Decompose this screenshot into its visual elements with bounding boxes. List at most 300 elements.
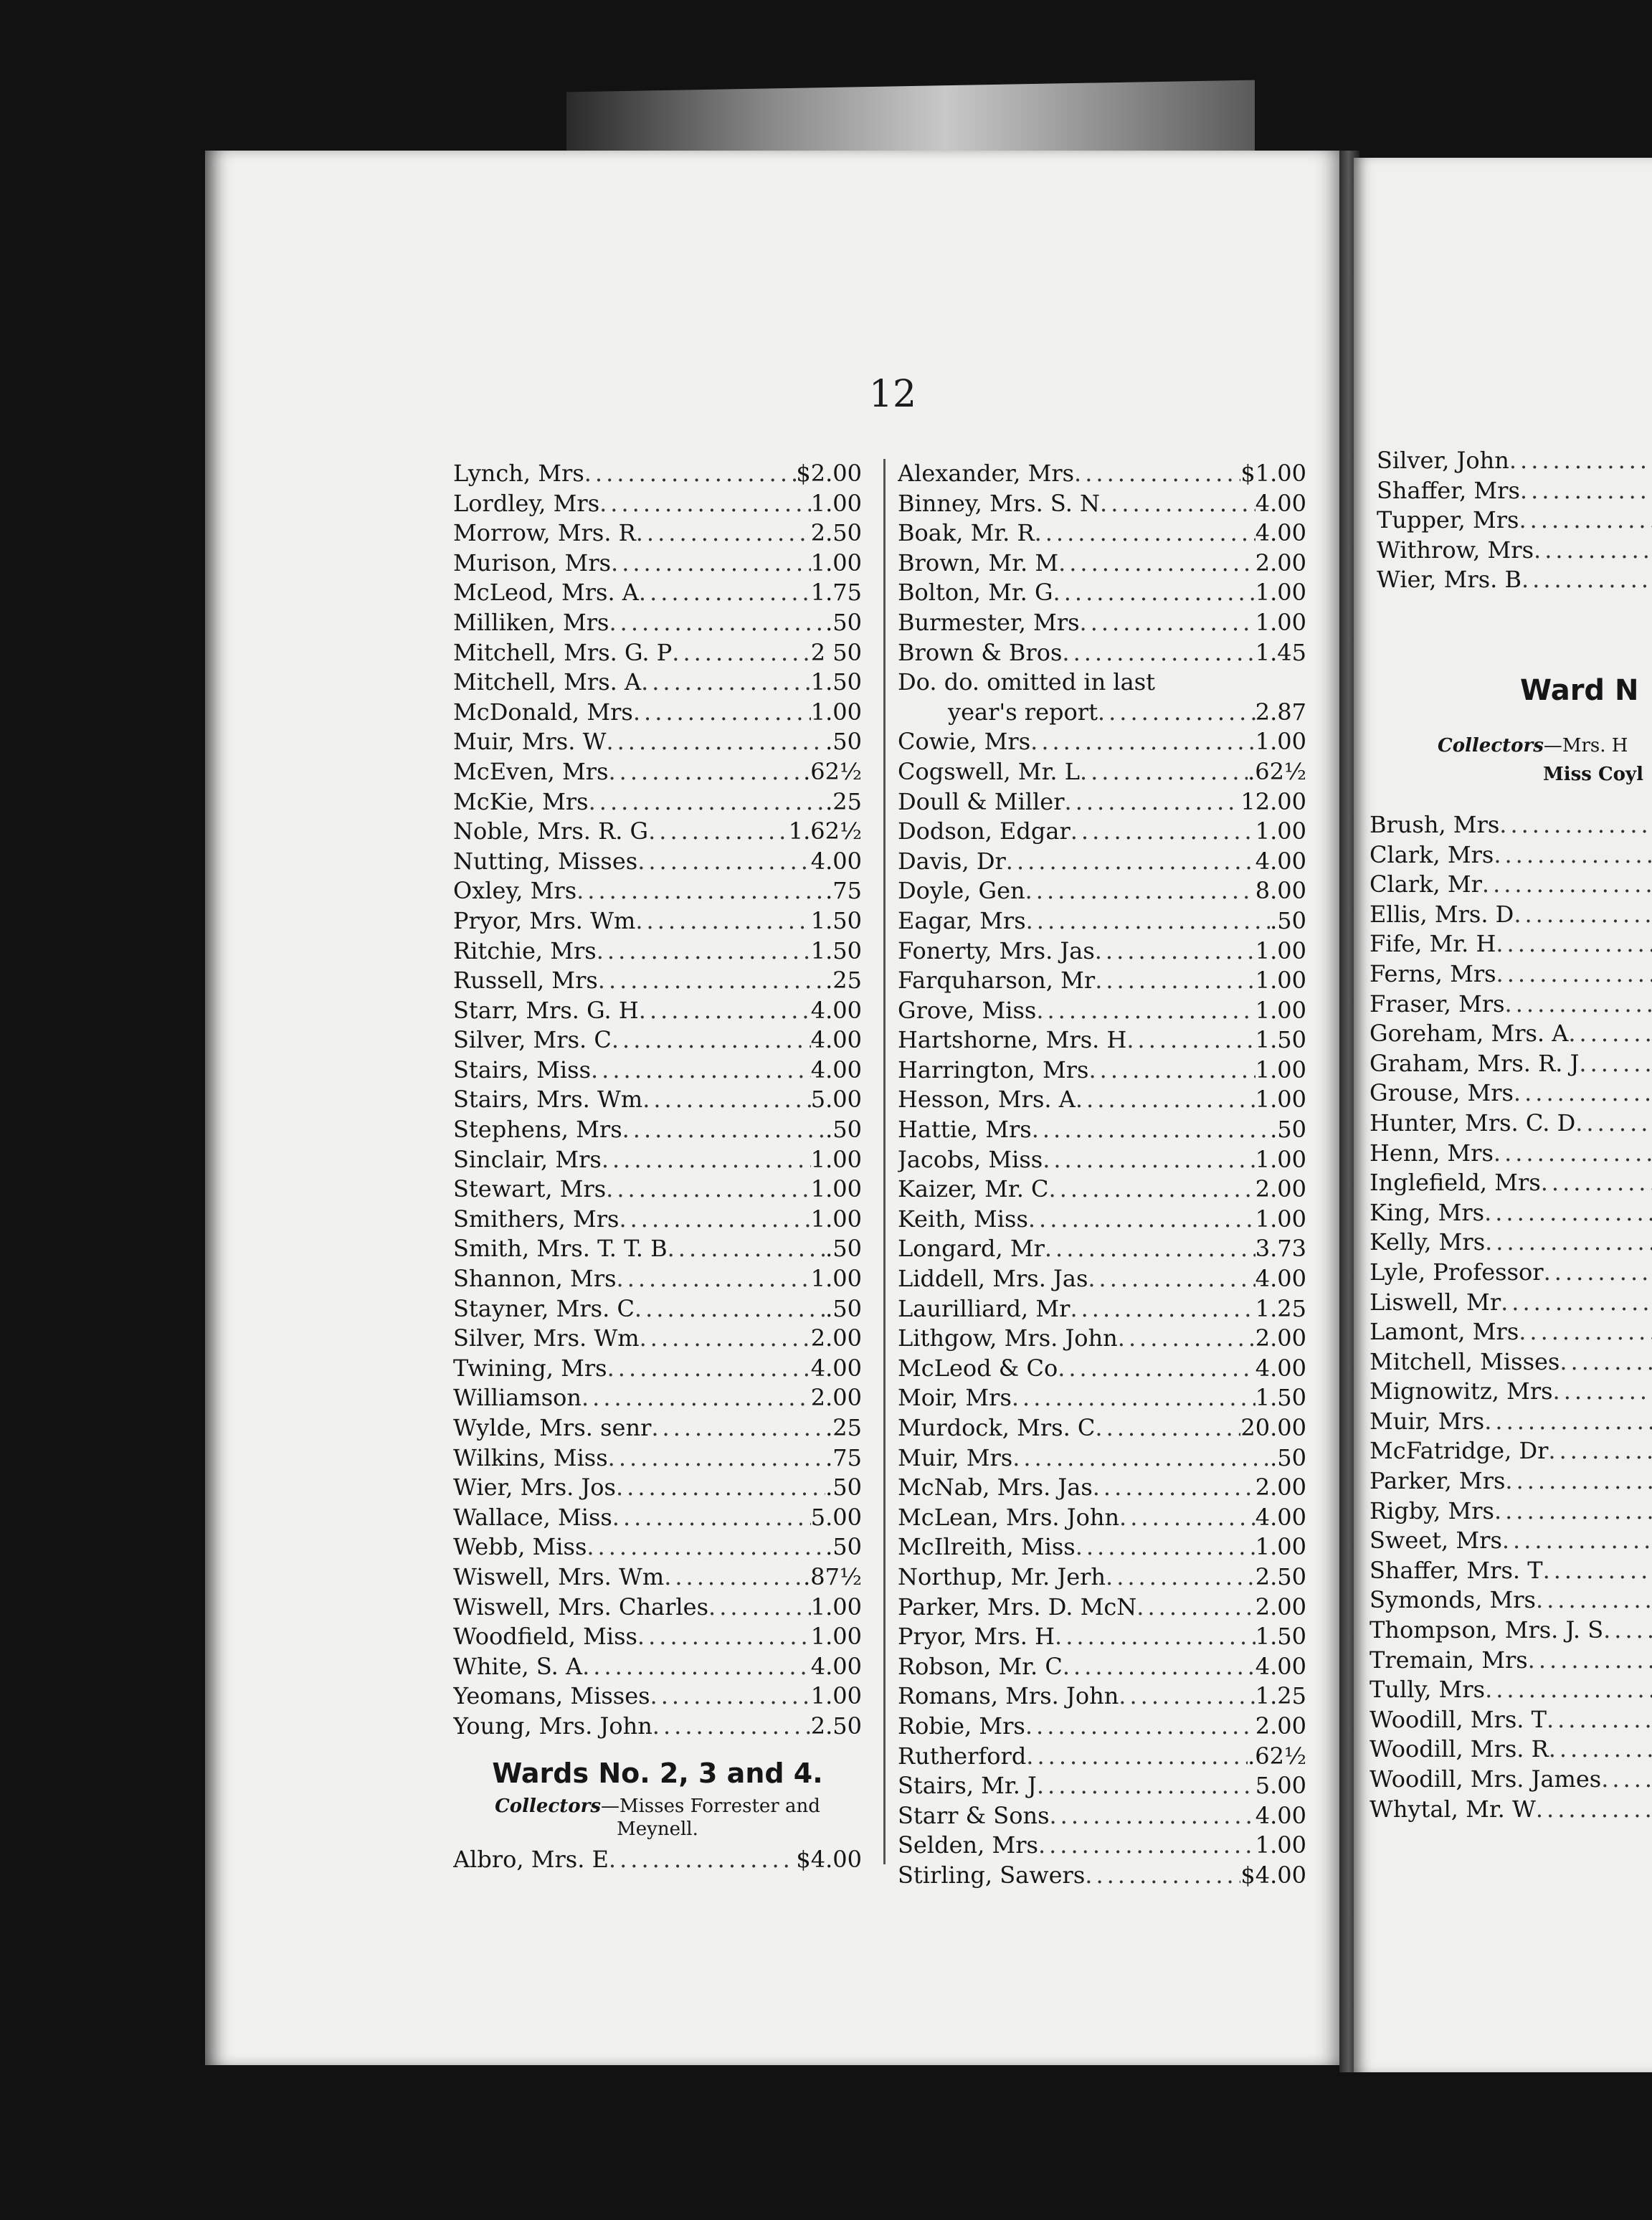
leader-dots <box>1080 608 1255 638</box>
donor-name: Brush, Mrs <box>1369 811 1500 838</box>
donor-row <box>453 847 862 877</box>
donor-amount: 1.00 <box>810 698 862 726</box>
donor-name: Lyle, Professor <box>1369 1258 1544 1286</box>
donor-amount: 2.87 <box>1255 698 1306 726</box>
leader-dots <box>1071 817 1255 847</box>
donor-amount: .87½ <box>803 1562 862 1590</box>
donor-amount: 1.00 <box>810 1682 862 1710</box>
leader-dots <box>607 1354 811 1384</box>
leader-dots <box>1076 1085 1255 1115</box>
donor-amount: 4.00 <box>1255 847 1306 875</box>
donor-name: Tremain, Mrs <box>1369 1646 1528 1674</box>
leader-dots <box>1494 840 1652 871</box>
donor-amount: 1.50 <box>1255 1623 1306 1651</box>
leader-dots <box>1006 847 1255 877</box>
donor-amount: 1.00 <box>810 1265 862 1293</box>
donor-amount: 2.00 <box>810 1324 862 1352</box>
donor-amount: 4.00 <box>1255 1354 1306 1382</box>
donor-row <box>1369 1228 1652 1258</box>
leader-dots <box>1055 1622 1255 1652</box>
leader-dots <box>1494 1139 1652 1169</box>
donor-amount: 2 50 <box>810 638 862 666</box>
leader-dots <box>1494 1496 1652 1527</box>
donor-amount: 1.00 <box>1255 936 1306 964</box>
leader-dots <box>1050 1801 1255 1831</box>
donor-amount: 1.00 <box>1255 728 1306 756</box>
donor-amount: .25 <box>825 787 862 815</box>
donor-row <box>453 489 862 519</box>
donor-row <box>453 1264 862 1294</box>
donor-name: Kelly, Mrs <box>1369 1228 1486 1256</box>
donor-amount: .75 <box>825 1443 862 1471</box>
donor-amount: 5.00 <box>810 1503 862 1531</box>
donor-amount: 2.00 <box>1255 1593 1306 1621</box>
leader-dots <box>1136 1593 1255 1623</box>
leader-dots <box>591 1056 811 1086</box>
donor-name: Woodill, Mrs. T <box>1369 1705 1547 1733</box>
donor-row <box>1369 1795 1652 1825</box>
leader-dots <box>1536 1585 1652 1616</box>
donor-row <box>898 876 1306 906</box>
collectors-label: Collectors <box>495 1795 601 1817</box>
donor-row <box>453 1025 862 1056</box>
donor-name: Boak, Mr. R <box>898 519 1035 547</box>
donor-amount: 1.50 <box>1255 1026 1306 1054</box>
leader-dots <box>641 668 811 698</box>
donor-name: Starr & Sons <box>898 1801 1050 1829</box>
donor-row <box>1369 840 1652 871</box>
donor-amount: .50 <box>825 1235 862 1263</box>
donor-row <box>453 1294 862 1324</box>
donor-amount: 4.00 <box>810 847 862 875</box>
donor-name: Rigby, Mrs <box>1369 1496 1494 1524</box>
donor-amount: 1.00 <box>1255 608 1306 636</box>
donor-name: Brown & Bros <box>898 638 1063 666</box>
leader-dots <box>648 817 789 847</box>
donor-amount: 1.50 <box>810 668 862 696</box>
donor-amount: 4.00 <box>1255 519 1306 547</box>
donor-row <box>453 817 862 847</box>
donor-row <box>898 1175 1306 1205</box>
donor-row <box>898 549 1306 579</box>
donor-name: Yeomans, Misses <box>453 1682 650 1710</box>
leader-dots <box>584 459 797 489</box>
donor-name: Mitchell, Mrs. A <box>453 668 642 696</box>
donor-row <box>898 1115 1306 1145</box>
donor-amount: 1.00 <box>1255 1205 1306 1233</box>
donor-name: Sweet, Mrs <box>1369 1527 1502 1555</box>
donor-name: Davis, Dr <box>898 847 1006 875</box>
donor-name: Bolton, Mr. G <box>898 579 1053 607</box>
donor-name: Doull & Miller <box>898 787 1065 815</box>
leader-dots <box>1519 506 1652 536</box>
donor-amount: 4.00 <box>810 1354 862 1382</box>
donor-name: Lordley, Mrs <box>453 489 600 517</box>
donor-row <box>453 1622 862 1652</box>
donor-name: Rutherford <box>898 1742 1027 1770</box>
donor-row <box>898 1443 1306 1474</box>
leader-dots <box>1514 900 1652 930</box>
donor-amount: .50 <box>825 1116 862 1144</box>
donor-row <box>453 638 862 668</box>
donor-row <box>1369 1168 1652 1198</box>
column-divider <box>883 459 886 1864</box>
leader-dots <box>1037 1771 1255 1801</box>
donor-row <box>453 1532 862 1562</box>
donor-row <box>1369 1049 1652 1079</box>
donor-amount: .25 <box>825 967 862 995</box>
donor-row <box>898 1801 1306 1831</box>
donor-row <box>453 668 862 698</box>
donor-name: Murdock, Mrs. C <box>898 1414 1096 1441</box>
donor-name: Parker, Mrs. D. McN <box>898 1593 1137 1621</box>
donor-row <box>898 1413 1306 1443</box>
leader-dots <box>1485 1228 1652 1258</box>
donor-row <box>1377 446 1652 476</box>
donor-row <box>1369 1078 1652 1109</box>
donor-name: White, S. A <box>453 1652 583 1680</box>
donor-amount: 2.00 <box>1255 1712 1306 1740</box>
leader-dots <box>1088 1056 1255 1086</box>
donor-name: Lithgow, Mrs. John <box>898 1324 1118 1352</box>
donor-name: Pryor, Mrs. H <box>898 1623 1055 1651</box>
donor-name: Northup, Mr. Jerh <box>898 1562 1106 1590</box>
donor-row <box>898 1145 1306 1175</box>
donor-name: Silver, John <box>1377 447 1509 474</box>
donor-column-middle <box>898 459 1306 1891</box>
leader-dots <box>633 698 811 728</box>
donor-amount: 1.50 <box>1255 1384 1306 1412</box>
donor-name: Albro, Mrs. E <box>453 1845 609 1873</box>
donor-row <box>453 906 862 936</box>
donor-row <box>1369 929 1652 959</box>
leader-dots <box>1012 1383 1255 1413</box>
donor-row <box>1369 1258 1652 1288</box>
donor-name: McFatridge, Dr <box>1369 1437 1549 1465</box>
donor-name: Smithers, Mrs <box>453 1205 620 1233</box>
donor-name: Liddell, Mrs. Jas <box>898 1265 1088 1293</box>
donor-amount: 4.00 <box>1255 489 1306 517</box>
donor-row <box>898 1234 1306 1264</box>
donor-row <box>1369 1765 1652 1795</box>
donor-amount: 2.50 <box>810 1712 862 1740</box>
donor-name: Grouse, Mrs <box>1369 1079 1514 1107</box>
donor-name: McKie, Mrs <box>453 787 589 815</box>
donor-name: Tully, Mrs <box>1369 1676 1486 1704</box>
donor-row <box>898 1742 1306 1772</box>
donor-amount: 1.00 <box>810 489 862 517</box>
donor-name: Ferns, Mrs <box>1369 959 1496 987</box>
donor-name: Wylde, Mrs. senr <box>453 1414 652 1441</box>
donor-name: Shaffer, Mrs. T <box>1369 1556 1543 1584</box>
donor-amount: 2.00 <box>1255 1175 1306 1203</box>
donor-name: Muir, Mrs. W <box>453 728 607 756</box>
donor-name: Silver, Mrs. Wm <box>453 1324 640 1352</box>
donor-amount: $4.00 <box>1240 1861 1306 1889</box>
donor-name: Hartshorne, Mrs. H <box>898 1026 1127 1054</box>
donor-row <box>1369 1317 1652 1347</box>
donor-amount: .25 <box>825 1414 862 1441</box>
donor-list-middle <box>898 459 1306 1891</box>
leader-dots <box>1568 1019 1652 1049</box>
leader-dots <box>1106 1562 1255 1593</box>
donor-name: Smith, Mrs. T. T. B <box>453 1235 668 1263</box>
donor-row <box>453 1845 862 1875</box>
donor-name: Do. do. omitted in last <box>898 668 1155 696</box>
donor-row <box>1369 1496 1652 1527</box>
leader-dots <box>1482 870 1652 900</box>
donor-row <box>453 1056 862 1086</box>
leader-dots <box>1119 1681 1255 1712</box>
donor-name: Stairs, Mr. J <box>898 1772 1037 1800</box>
donor-row <box>898 817 1306 847</box>
donor-name: Fraser, Mrs <box>1369 990 1505 1018</box>
leader-dots <box>1025 876 1255 906</box>
leader-dots <box>635 906 810 936</box>
donor-amount: 1.00 <box>1255 817 1306 845</box>
donor-name: Kaizer, Mr. C <box>898 1175 1049 1203</box>
leader-dots <box>1485 1675 1652 1705</box>
leader-dots <box>668 1234 825 1264</box>
donor-name: Lynch, Mrs <box>453 460 584 487</box>
donor-row <box>453 1324 862 1354</box>
donor-amount: 1.00 <box>1255 579 1306 607</box>
donor-name: Ritchie, Mrs <box>453 936 597 964</box>
donor-row <box>453 578 862 608</box>
donor-row <box>1369 1585 1652 1616</box>
donor-amount: 3.73 <box>1255 1235 1306 1263</box>
donor-name: Sinclair, Mrs <box>453 1145 602 1173</box>
donor-name: Shannon, Mrs <box>453 1265 617 1293</box>
donor-name: Hunter, Mrs. C. D <box>1369 1109 1576 1137</box>
leader-dots <box>636 518 811 549</box>
donor-name: McIlreith, Miss <box>898 1533 1076 1561</box>
donor-row <box>453 608 862 638</box>
donor-name: Doyle, Gen <box>898 877 1025 905</box>
donor-row <box>1369 1646 1652 1676</box>
donor-name: McLeod & Co <box>898 1354 1058 1382</box>
leader-dots <box>1100 489 1255 519</box>
donor-name: Twining, Mrs <box>453 1354 607 1382</box>
donor-row <box>1369 1675 1652 1705</box>
donor-name: Fife, Mr. H <box>1369 930 1496 958</box>
right-collectors-names: —Mrs. H <box>1543 735 1628 756</box>
donor-name: Woodill, Mrs. R <box>1369 1735 1549 1763</box>
donor-amount: 1.50 <box>810 906 862 934</box>
donor-amount: 2.00 <box>1255 549 1306 577</box>
leader-dots <box>1074 459 1240 489</box>
leader-dots <box>616 1473 825 1503</box>
donor-amount: .50 <box>825 728 862 756</box>
donor-name: Hesson, Mrs. A <box>898 1086 1076 1114</box>
donor-name: Burmester, Mrs <box>898 608 1080 636</box>
donor-row <box>898 1025 1306 1056</box>
leader-dots <box>606 727 825 757</box>
donor-row <box>453 1175 862 1205</box>
donor-name: Clark, Mr <box>1369 871 1482 898</box>
donor-row <box>898 936 1306 967</box>
donor-row <box>1369 870 1652 900</box>
donor-amount: 1.00 <box>1255 1831 1306 1859</box>
collectors-names: —Misses Forrester and Meynell. <box>600 1795 820 1840</box>
donor-amount: $4.00 <box>796 1845 862 1873</box>
donor-row <box>898 638 1306 668</box>
leader-dots <box>576 876 825 906</box>
donor-name: Symonds, Mrs <box>1369 1586 1536 1614</box>
donor-name: Lamont, Mrs <box>1369 1318 1519 1346</box>
leader-dots <box>640 1324 811 1354</box>
leader-dots <box>1536 1795 1652 1825</box>
donor-name: Milliken, Mrs <box>453 608 609 636</box>
leader-dots <box>1053 578 1255 608</box>
donor-name: Mitchell, Misses <box>1369 1347 1560 1375</box>
donor-row <box>898 1831 1306 1861</box>
leader-dots <box>651 1413 825 1443</box>
donor-name: Stairs, Miss <box>453 1056 591 1083</box>
right-collectors <box>1438 731 1643 789</box>
donor-name: Pryor, Mrs. Wm <box>453 906 636 934</box>
ward-heading: Wards No. 2, 3 and 4. <box>492 1757 823 1789</box>
donor-name: Nutting, Misses <box>453 847 638 875</box>
donor-amount: 1.00 <box>810 1175 862 1203</box>
donor-row <box>898 1652 1306 1682</box>
leader-dots <box>650 1681 811 1712</box>
donor-amount: 1.00 <box>1255 1533 1306 1561</box>
leader-dots <box>1603 1616 1652 1646</box>
leader-dots <box>1076 1532 1255 1562</box>
donor-name: Oxley, Mrs <box>453 877 577 905</box>
donor-name: Robson, Mr. C <box>898 1652 1063 1680</box>
leader-dots <box>637 1622 811 1652</box>
donor-name: Silver, Mrs. C <box>453 1026 612 1054</box>
donor-name: McDonald, Mrs <box>453 698 633 726</box>
donor-row <box>898 1503 1306 1533</box>
donor-name: Henn, Mrs <box>1369 1139 1494 1167</box>
right-page-content <box>1354 158 1652 2072</box>
donor-amount: 2.00 <box>1255 1324 1306 1352</box>
donor-row <box>1377 565 1652 595</box>
leader-dots <box>1119 1503 1255 1533</box>
donor-amount: .50 <box>1270 906 1306 934</box>
leader-dots <box>589 787 826 817</box>
donor-amount: 1.00 <box>1255 1086 1306 1114</box>
leader-dots <box>1509 446 1652 476</box>
donor-amount: 4.00 <box>810 1026 862 1054</box>
donor-name: Longard, Mr <box>898 1235 1045 1263</box>
leader-dots <box>582 1652 811 1682</box>
donor-name: McEven, Mrs <box>453 757 609 785</box>
leader-dots <box>612 1025 811 1056</box>
leader-dots <box>597 936 811 967</box>
leader-dots <box>587 1532 825 1562</box>
leader-dots <box>1575 1109 1652 1139</box>
leader-dots <box>639 578 811 608</box>
donor-row <box>1369 1436 1652 1466</box>
donor-row <box>898 1771 1306 1801</box>
donor-name: Young, Mrs. John <box>453 1712 652 1740</box>
donor-name: Binney, Mrs. S. N <box>898 489 1101 517</box>
leader-dots <box>1032 1115 1270 1145</box>
donor-row <box>898 996 1306 1026</box>
donor-amount: 8.00 <box>1255 877 1306 905</box>
leader-dots <box>1543 1556 1652 1586</box>
right-collectors-line2: Miss Coyl <box>1543 764 1644 785</box>
donor-name: Cogswell, Mr. L <box>898 757 1080 785</box>
donor-amount: $1.00 <box>1240 460 1306 487</box>
donor-row <box>453 996 862 1026</box>
donor-row <box>453 459 862 489</box>
leader-dots <box>1035 518 1255 549</box>
donor-name: Jacobs, Miss <box>898 1145 1043 1173</box>
donor-amount: .62½ <box>1248 1742 1306 1770</box>
donor-name: Thompson, Mrs. J. S <box>1369 1616 1604 1644</box>
donor-name: Eagar, Mrs <box>898 906 1026 934</box>
leader-dots <box>1026 1742 1248 1772</box>
donor-name: Liswell, Mr <box>1369 1288 1501 1316</box>
leader-dots <box>1484 1198 1652 1228</box>
leader-dots <box>611 549 811 579</box>
donor-row <box>1369 1347 1652 1377</box>
donor-row <box>1369 1556 1652 1586</box>
donor-name: Fonerty, Mrs. Jas <box>898 936 1095 964</box>
leader-dots <box>1126 1025 1255 1056</box>
leader-dots <box>1560 1347 1652 1377</box>
donor-row <box>453 966 862 996</box>
donor-name: Mignowitz, Mrs <box>1369 1377 1553 1405</box>
leader-dots <box>1025 1712 1255 1742</box>
leader-dots <box>1085 1861 1240 1891</box>
donor-name: Wallace, Miss <box>453 1503 612 1531</box>
donor-name: Romans, Mrs. John <box>898 1682 1119 1710</box>
donor-amount: .75 <box>825 877 862 905</box>
donor-row <box>1369 1139 1652 1169</box>
leader-dots <box>1095 966 1255 996</box>
leader-dots <box>1093 1473 1255 1503</box>
donor-name: Inglefield, Mrs <box>1369 1169 1541 1197</box>
leader-dots <box>1484 1407 1652 1437</box>
donor-name: Wier, Mrs. B <box>1377 566 1522 594</box>
donor-name: Williamson <box>453 1384 581 1412</box>
leader-dots <box>602 1145 811 1175</box>
donor-row <box>898 1532 1306 1562</box>
donor-amount: 4.00 <box>1255 1265 1306 1293</box>
leader-dots <box>1519 1317 1652 1347</box>
donor-name: Selden, Mrs <box>898 1831 1038 1859</box>
leader-dots <box>1036 996 1255 1026</box>
page-number: 12 <box>868 373 917 416</box>
donor-list-right-top <box>1377 446 1652 595</box>
leader-dots <box>606 1175 811 1205</box>
donor-row <box>1369 810 1652 840</box>
donor-row <box>898 1681 1306 1712</box>
donor-amount: 1.25 <box>1255 1682 1306 1710</box>
donor-amount: 20.00 <box>1240 1414 1306 1441</box>
donor-amount: .50 <box>1270 1443 1306 1471</box>
leader-dots <box>1062 638 1255 668</box>
donor-name: Morrow, Mrs. R <box>453 519 636 547</box>
donor-name: Starr, Mrs. G. H <box>453 996 639 1024</box>
leader-dots <box>609 1845 796 1875</box>
donor-name: year's report <box>948 698 1098 726</box>
donor-name: Cowie, Mrs <box>898 728 1031 756</box>
donor-amount: 1.00 <box>810 1623 862 1651</box>
leader-dots <box>672 638 810 668</box>
leader-dots <box>1012 1443 1270 1474</box>
donor-row <box>1369 1466 1652 1496</box>
donor-row <box>898 1473 1306 1503</box>
donor-name: McLeod, Mrs. A <box>453 579 639 607</box>
donor-row <box>898 1593 1306 1623</box>
